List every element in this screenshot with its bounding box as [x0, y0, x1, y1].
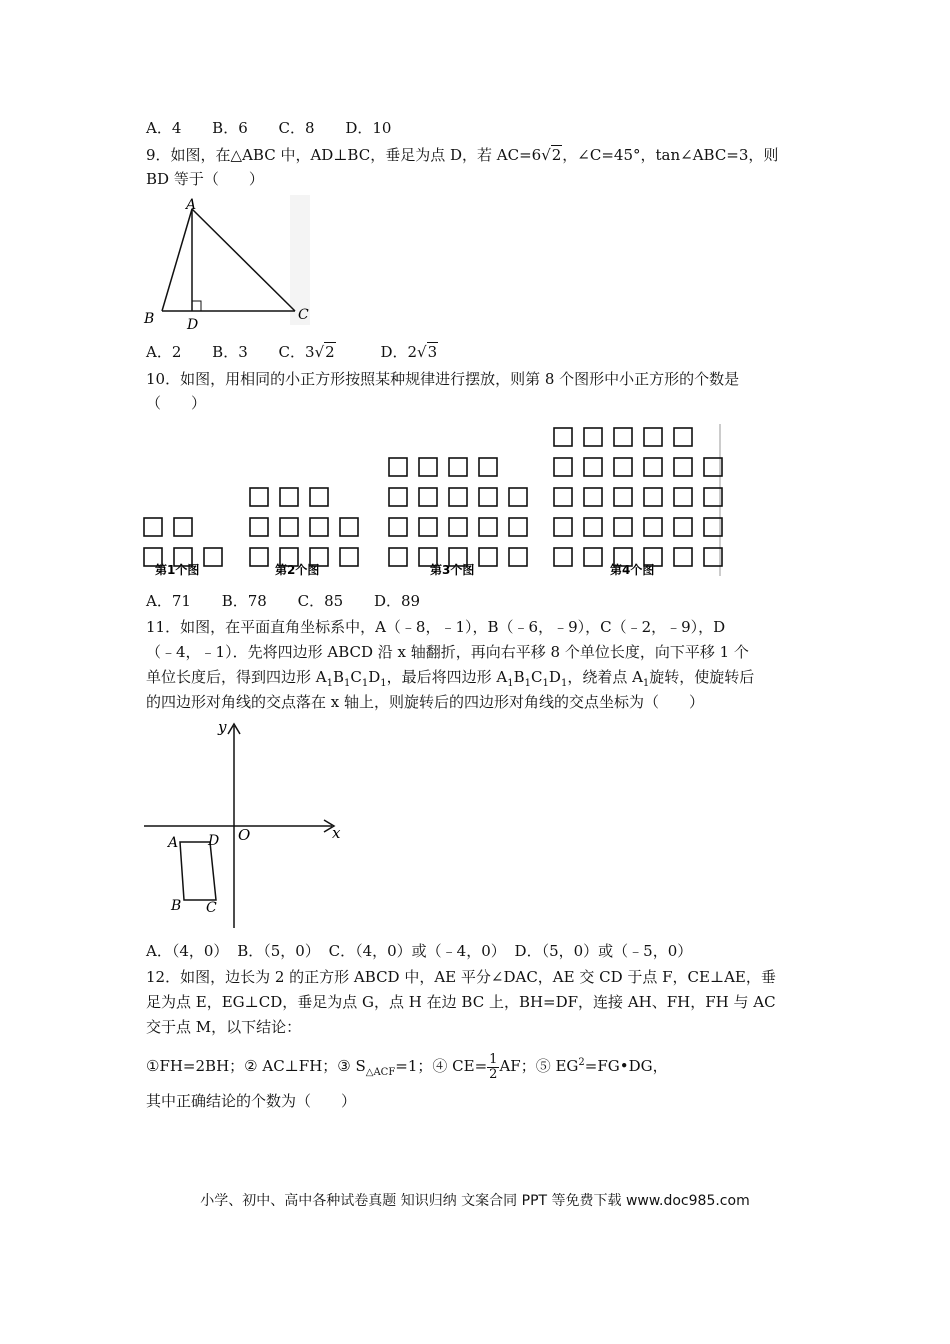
pattern-square: [280, 488, 298, 506]
caption-3: 第3个图: [430, 563, 475, 577]
q10-pattern-figure: [140, 420, 730, 580]
pattern-square: [449, 488, 467, 506]
sqrt-symbol: √: [541, 146, 551, 164]
pattern-square: [614, 458, 632, 476]
q10-stem-line1: 10．如图，用相同的小正方形按照某种规律进行摆放，则第 8 个图形中小正方形的个数是: [146, 370, 740, 388]
label-d: D: [208, 833, 220, 849]
pattern-square: [509, 518, 527, 536]
pattern-square: [584, 518, 602, 536]
pattern-square: [614, 428, 632, 446]
pattern-square: [554, 488, 572, 506]
pattern-square: [419, 458, 437, 476]
side-ab: [162, 209, 192, 311]
q8-option-c: C．8: [278, 119, 315, 137]
pattern-square: [449, 518, 467, 536]
q10-option-d: D．89: [373, 592, 421, 610]
pattern-square: [479, 488, 497, 506]
q10-option-c: C．85: [297, 592, 344, 610]
q11-coordinate-figure: [140, 716, 350, 931]
pattern-square: [144, 518, 162, 536]
q10-option-a: A．71: [146, 592, 191, 610]
pattern-square: [509, 548, 527, 566]
figure-shading: [290, 195, 310, 325]
q11-options: [146, 940, 692, 962]
pattern-square: [340, 548, 358, 566]
q12-stem-line3: 交于点 M，以下结论：: [146, 1018, 302, 1036]
caption-4: 第4个图: [610, 563, 655, 577]
q11-stem-line4: 的四边形对角线的交点落在 x 轴上，则旋转后的四边形对角线的交点坐标为（ ）: [146, 693, 704, 711]
pattern-square: [644, 518, 662, 536]
pattern-square: [704, 488, 722, 506]
q9-option-b: B．3: [212, 343, 248, 361]
pattern-square: [554, 518, 572, 536]
q8-options: [146, 117, 417, 139]
pattern-square: [584, 548, 602, 566]
q9-radicand: 2: [551, 146, 562, 164]
q9-text-a: 9．如图，在△ABC 中，AD⊥BC，垂足为点 D，若 AC=6: [146, 146, 542, 164]
pattern-square: [614, 488, 632, 506]
pattern-square: [554, 428, 572, 446]
q11-option-b: B．（5，0）: [237, 942, 320, 960]
pattern-square: [584, 428, 602, 446]
pattern-square: [310, 488, 328, 506]
pattern-square: [644, 428, 662, 446]
pattern-square: [674, 458, 692, 476]
q9-option-a: A．2: [146, 343, 182, 361]
side-ac: [192, 209, 295, 311]
q10-options: [146, 590, 446, 612]
pattern-square: [554, 548, 572, 566]
pattern-square: [310, 518, 328, 536]
q11-option-d: D．（5，0）或（﹣5，0）: [514, 942, 693, 960]
label-y: y: [218, 718, 227, 736]
q11-stem-line1: 11．如图，在平面直角坐标系中，A（﹣8，﹣1），B（﹣6，﹣9），C（﹣2，﹣9），D: [146, 618, 726, 636]
pattern-square: [174, 518, 192, 536]
pattern-square: [250, 488, 268, 506]
label-o: O: [238, 826, 251, 844]
pattern-square: [389, 548, 407, 566]
pattern-square: [644, 488, 662, 506]
pattern-square: [250, 518, 268, 536]
q11-option-a: A．（4，0）: [146, 942, 229, 960]
q12-conclusions: ①FH=2BH；② AC⊥FH；③ $S_{\triangle ACF}=1$；④ CE= $\frac{1}{2}$ AF；⑤ $EG^2=FG•DG$，: [146, 1051, 668, 1082]
pattern-square: [584, 488, 602, 506]
q9-options: [146, 341, 438, 363]
label-c: C: [298, 307, 309, 323]
q12-stem-line1: 12．如图，边长为 2 的正方形 ABCD 中，AE 平分∠DAC，AE 交 CD 于点 F，CE⊥AE，垂: [146, 968, 776, 986]
label-c: C: [206, 900, 217, 916]
caption-2: 第2个图: [275, 563, 320, 577]
q12-stem-line5: 其中正确结论的个数为（ ）: [146, 1092, 357, 1110]
label-b: B: [171, 898, 182, 914]
pattern-square: [449, 458, 467, 476]
pattern-square: [250, 548, 268, 566]
pattern-square: [584, 458, 602, 476]
pattern-square: [554, 458, 572, 476]
pattern-square: [340, 518, 358, 536]
pattern-square: [389, 488, 407, 506]
pattern-square: [389, 518, 407, 536]
q10-stem-line2: （ ）: [146, 394, 207, 412]
q8-option-a: A．4: [146, 119, 182, 137]
right-angle-mark: [192, 301, 201, 311]
q8-option-d: D．10: [345, 119, 392, 137]
pattern-square: [509, 488, 527, 506]
q11-stem-line2: （﹣4，﹣1）．先将四边形 ABCD 沿 x 轴翻折，再向右平移 8 个单位长度，向下平移 1 个: [146, 643, 749, 661]
q9-text-b: ，∠C=45°，tan∠ABC=3，则: [562, 146, 779, 164]
pattern-square: [389, 458, 407, 476]
pattern-square: [479, 518, 497, 536]
q9-option-c: C．3√2: [278, 343, 335, 361]
q8-option-b: B．6: [212, 119, 248, 137]
pattern-square: [674, 488, 692, 506]
pattern-square: [704, 458, 722, 476]
pattern-square: [674, 518, 692, 536]
page-footer: 小学、初中、高中各种试卷真题 知识归纳 文案合同 PPT 等免费下载 www.doc985.com: [200, 1193, 750, 1209]
q9-stem-line1: [146, 144, 778, 166]
q11-stem-line3: 单位长度后，得到四边形 $A_1B_1C_1D_1$，最后将四边形 $A_1B_1C_1D_1$，绕着点 $A_1$旋转，使旋转后: [146, 668, 755, 689]
q9-stem-line2: BD 等于（ ）: [146, 170, 264, 188]
label-a: A: [186, 197, 197, 213]
pattern-square: [204, 548, 222, 566]
q10-option-b: B．78: [221, 592, 267, 610]
pattern-square: [674, 428, 692, 446]
pattern-square: [644, 458, 662, 476]
label-x: x: [332, 824, 341, 842]
fraction-one-half: $\frac{1}{2}$: [489, 1051, 498, 1082]
pattern-square: [419, 518, 437, 536]
pattern-square: [674, 548, 692, 566]
pattern-square: [614, 518, 632, 536]
label-a: A: [168, 835, 179, 851]
q9-triangle-figure: [140, 195, 320, 335]
caption-1: 第1个图: [155, 563, 200, 577]
label-b: B: [144, 311, 155, 327]
pattern-square: [704, 548, 722, 566]
pattern-square: [419, 488, 437, 506]
pattern-square: [479, 458, 497, 476]
pattern-square: [704, 518, 722, 536]
q12-stem-line2: 足为点 E，EG⊥CD，垂足为点 G，点 H 在边 BC 上，BH=DF，连接 AH、FH，FH 与 AC: [146, 993, 776, 1011]
pattern-square: [479, 548, 497, 566]
quadrilateral-abcd: [180, 842, 216, 900]
label-d: D: [187, 317, 199, 333]
q11-option-c: C．（4，0）或（﹣4，0）: [328, 942, 506, 960]
q9-option-d: D．2√3: [380, 343, 438, 361]
pattern-square: [280, 518, 298, 536]
